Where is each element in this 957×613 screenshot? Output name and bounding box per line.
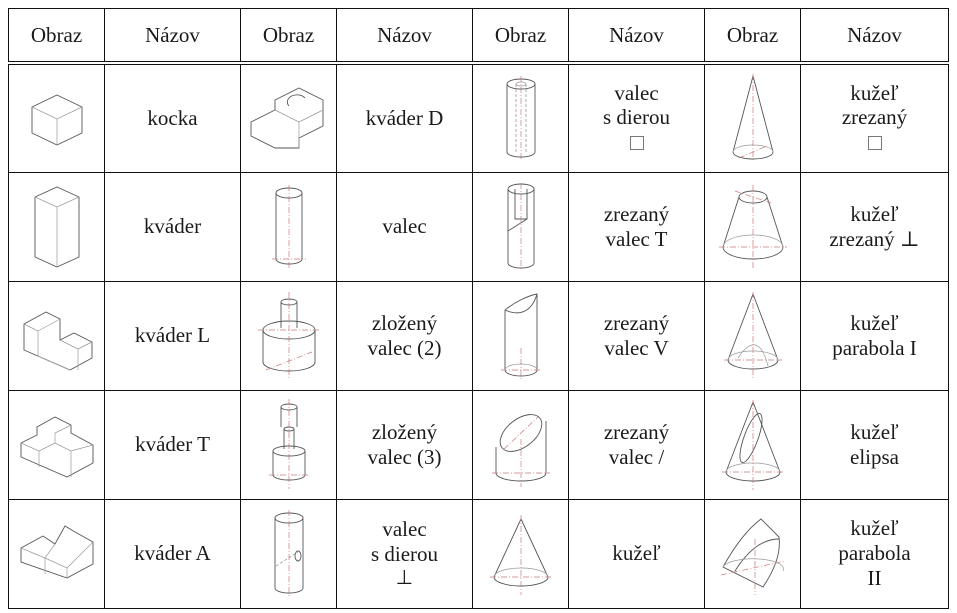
shape-name: s dierou	[602, 105, 671, 130]
truncated-cylinder-t-icon	[493, 179, 549, 275]
prism-l-icon	[16, 294, 98, 378]
header-image: Obraz	[473, 9, 569, 64]
square-marker	[868, 136, 882, 150]
shape-name: II	[867, 565, 882, 590]
cube-icon	[22, 83, 92, 153]
header-name: Názov	[569, 9, 705, 64]
shape-name: kužeľ	[850, 80, 899, 105]
shape-name: zrezaný	[841, 105, 908, 130]
shape-name: parabola	[838, 541, 911, 566]
shape-name: zložený	[371, 419, 438, 444]
header-name: Názov	[105, 9, 241, 64]
shape-name: valec	[382, 516, 427, 541]
truncated-cylinder-v-icon	[493, 288, 549, 384]
shape-name: kváder D	[365, 105, 444, 130]
shape-name: valec	[614, 80, 659, 105]
table-row	[9, 390, 949, 499]
prism-d-icon	[245, 78, 333, 158]
shape-name: valec (3)	[367, 444, 442, 469]
cone-icon	[486, 509, 556, 599]
table-row	[9, 281, 949, 390]
shapes-table	[8, 8, 949, 609]
cone-parabola-1-icon	[718, 288, 788, 384]
shape-name: zložený	[371, 310, 438, 335]
shape-name: kváder T	[135, 432, 210, 457]
cylinder-with-hole-icon	[491, 72, 551, 164]
shape-name: valec	[382, 214, 427, 239]
truncated-cone-perp-icon	[715, 181, 791, 273]
cylinder-icon	[264, 181, 314, 273]
compound-cylinder-3-icon	[259, 397, 319, 493]
shape-name: zrezaný ⊥	[829, 226, 920, 251]
shape-name: zrezaný	[603, 310, 670, 335]
shape-name: s dierou	[370, 541, 439, 566]
shape-name: valec /	[608, 444, 665, 469]
shape-name: elipsa	[850, 444, 899, 469]
shape-name: parabola I	[832, 335, 917, 360]
truncated-cone-icon	[723, 70, 783, 166]
cuboid-icon	[25, 181, 89, 273]
table-row	[9, 499, 949, 608]
shape-name: kváder A	[134, 541, 211, 566]
shape-name: ⊥	[395, 565, 414, 590]
prism-a-icon	[15, 512, 99, 596]
compound-cylinder-2-icon	[250, 288, 328, 384]
cylinder-with-hole-perp-icon	[262, 506, 316, 602]
header-image: Obraz	[9, 9, 105, 64]
shape-name: kocka	[147, 105, 198, 130]
header-row	[9, 9, 949, 64]
cone-parabola-2-icon	[715, 509, 791, 599]
header-image: Obraz	[705, 9, 801, 64]
table-row	[9, 172, 949, 281]
prism-t-icon	[15, 403, 99, 487]
truncated-cylinder-slash-icon	[486, 399, 556, 491]
shape-name: valec T	[605, 226, 668, 251]
shape-name: kužeľ	[850, 310, 899, 335]
header-name: Názov	[801, 9, 949, 64]
shape-name: kváder L	[134, 323, 211, 348]
header-name: Názov	[337, 9, 473, 64]
shape-name: kužeľ	[612, 541, 661, 566]
table-row	[9, 63, 949, 172]
shape-name: zrezaný	[603, 201, 670, 226]
shape-name: valec (2)	[367, 335, 442, 360]
shape-name: kužeľ	[850, 516, 899, 541]
shape-name: kváder	[143, 214, 202, 239]
shape-name: kužeľ	[850, 419, 899, 444]
cone-ellipse-icon	[718, 396, 788, 494]
square-marker	[630, 136, 644, 150]
header-image: Obraz	[241, 9, 337, 64]
shape-name: valec V	[604, 335, 669, 360]
shape-name: kužeľ	[850, 201, 899, 226]
shape-name: zrezaný	[603, 419, 670, 444]
